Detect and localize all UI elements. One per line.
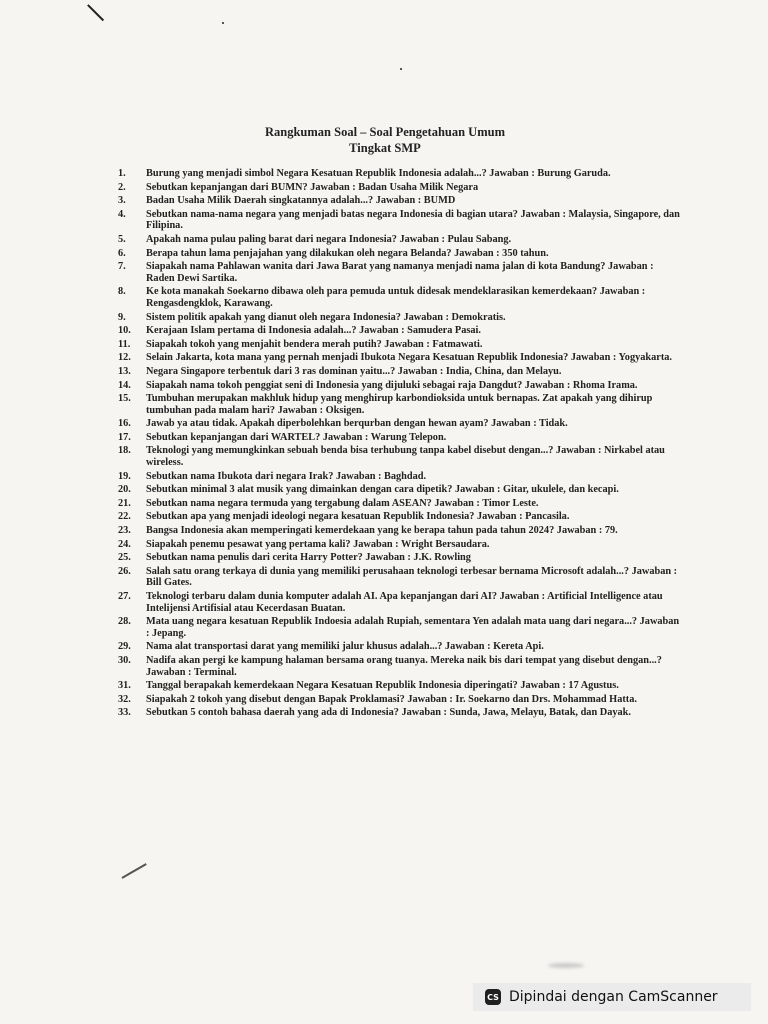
question-number: 2.: [118, 181, 126, 193]
question-item: [118, 234, 680, 246]
question-item: [118, 471, 680, 483]
question-number: 25.: [118, 552, 131, 564]
question-number: 1.: [118, 168, 126, 179]
question-text: Kerajaan Islam pertama di Indonesia adalah...? Jawaban : Samudera Pasai.: [146, 325, 481, 337]
question-number: 9.: [118, 311, 126, 323]
question-number: 30.: [118, 654, 131, 666]
question-item: [118, 511, 680, 523]
question-item: [118, 393, 680, 416]
pen-mark: [122, 863, 147, 878]
question-text: Salah satu orang terkaya di dunia yang memiliki perusahaan teknologi terbesar bernama Microsoft adalah...? Jawaban : Bill Gates.: [146, 565, 678, 589]
question-text: Sebutkan nama-nama negara yang menjadi batas negara Indonesia di bagian utara? Jawaban : Malaysia, Singapore, dan Filipina.: [146, 208, 680, 232]
question-number: 7.: [118, 261, 126, 273]
question-item: [118, 286, 680, 309]
question-list: [118, 168, 680, 721]
question-number: 3.: [118, 195, 126, 207]
question-text: Sebutkan nama penulis dari cerita Harry Potter? Jawaban : J.K. Rowling: [146, 552, 471, 564]
question-number: 29.: [118, 641, 131, 653]
question-number: 23.: [118, 525, 131, 537]
question-item: [118, 352, 680, 364]
question-number: 13.: [118, 365, 131, 377]
question-item: [118, 525, 680, 537]
question-item: [118, 195, 680, 207]
question-number: 32.: [118, 693, 131, 705]
question-text: Sebutkan kepanjangan dari BUMN? Jawaban : Badan Usaha Milik Negara: [146, 181, 479, 193]
question-text: Sistem politik apakah yang dianut oleh negara Indonesia? Jawaban : Demokratis.: [146, 311, 506, 323]
question-text: Berapa tahun lama penjajahan yang dilakukan oleh negara Belanda? Jawaban : 350 tahun.: [146, 247, 549, 259]
question-item: [118, 655, 680, 678]
question-item: [118, 552, 680, 564]
question-number: 4.: [118, 208, 126, 220]
question-text: Bangsa Indonesia akan memperingati kemerdekaan yang ke berapa tahun pada tahun 2024? Jawaban : 79.: [146, 525, 618, 537]
question-item: [118, 566, 680, 589]
question-number: 5.: [118, 233, 126, 245]
question-item: [118, 694, 680, 706]
question-number: 18.: [118, 445, 131, 457]
question-text: Nama alat transportasi darat yang memiliki jalur khusus adalah...? Jawaban : Kereta Api.: [146, 641, 544, 653]
question-item: [118, 182, 680, 194]
question-item: [118, 261, 680, 284]
question-text: Badan Usaha Milik Daerah singkatannya adalah...? Jawaban : BUMD: [146, 195, 456, 207]
question-text: Tumbuhan merupakan makhluk hidup yang menghirup karbondioksida untuk bernapas. Zat apakah yang dihirup tumbuhan pada malam hari? Jawaban : Oksigen.: [146, 393, 653, 416]
question-text: Apakah nama pulau paling barat dari negara Indonesia? Jawaban : Pulau Sabang.: [146, 233, 512, 245]
question-text: Siapakah penemu pesawat yang pertama kali? Jawaban : Wright Bersaudara.: [146, 538, 490, 550]
question-number: 33.: [118, 707, 131, 719]
question-text: Selain Jakarta, kota mana yang pernah menjadi Ibukota Negara Kesatuan Republik Indonesia? Jawaban : Yogyakarta.: [146, 352, 672, 364]
question-text: Nadifa akan pergi ke kampung halaman bersama orang tuanya. Mereka naik bis dari tempat yang disebut dengan...? Jawaban : Terminal.: [146, 654, 662, 678]
question-item: [118, 325, 680, 337]
document-title: Rangkuman Soal – Soal Pengetahuan Umum: [265, 125, 505, 139]
question-text: Jawab ya atau tidak. Apakah diperbolehkan berqurban dengan hewan ayam? Jawaban : Tidak.: [146, 418, 568, 430]
question-text: Siapakah tokoh yang menjahit bendera merah putih? Jawaban : Fatmawati.: [146, 338, 483, 350]
question-number: 21.: [118, 497, 131, 509]
scan-smudge: [548, 963, 584, 968]
camscanner-icon: CS: [485, 989, 501, 1005]
question-number: 14.: [118, 379, 131, 391]
watermark-text: Dipindai dengan CamScanner: [509, 989, 718, 1005]
question-number: 11.: [118, 338, 131, 350]
scan-artifact-dot: [400, 68, 402, 70]
question-text: Sebutkan minimal 3 alat musik yang dimainkan dengan cara dipetik? Jawaban : Gitar, ukulele, dan kecapi.: [146, 484, 619, 496]
question-text: Teknologi terbaru dalam dunia komputer adalah AI. Apa kepanjangan dari AI? Jawaban : Artificial Intelligence atau Intelijensi Artifisial atau Kecerdasan Buatan.: [146, 591, 663, 614]
question-item: [118, 312, 680, 324]
question-text: Mata uang negara kesatuan Republik Indoesia adalah Rupiah, sementara Yen adalah mata uang dari negara...? Jawaban : Jepang.: [146, 616, 680, 639]
question-item: [118, 339, 680, 351]
question-text: Burung yang menjadi simbol Negara Kesatuan Republik Indonesia adalah...? Jawaban : Burung Garuda.: [146, 168, 611, 179]
question-item: [118, 539, 680, 551]
question-item: [118, 380, 680, 392]
scan-artifact-corner: [87, 4, 104, 21]
question-text: Sebutkan 5 contoh bahasa daerah yang ada di Indonesia? Jawaban : Sunda, Jawa, Melayu, Batak, dan Dayak.: [146, 707, 631, 719]
question-text: Tanggal berapakah kemerdekaan Negara Kesatuan Republik Indonesia diperingati? Jawaban : 17 Agustus.: [146, 680, 619, 692]
question-number: 15.: [118, 393, 131, 405]
question-text: Siapakah nama tokoh penggiat seni di Indonesia yang dijuluki sebagai raja Dangdut? Jawaban : Rhoma Irama.: [146, 379, 638, 391]
question-number: 12.: [118, 352, 131, 364]
question-text: Ke kota manakah Soekarno dibawa oleh para pemuda untuk didesak mendeklarasikan kemerdekaan? Jawaban : Rengasdengklok, Karawang.: [146, 286, 646, 309]
question-text: Siapakah 2 tokoh yang disebut dengan Bapak Proklamasi? Jawaban : Ir. Soekarno dan Drs. Mohammad Hatta.: [146, 693, 637, 705]
question-number: 8.: [118, 286, 126, 298]
question-number: 26.: [118, 565, 131, 577]
question-item: [118, 248, 680, 260]
question-number: 22.: [118, 511, 131, 523]
question-item: [118, 498, 680, 510]
question-number: 31.: [118, 680, 131, 692]
question-item: [118, 168, 680, 180]
question-number: 16.: [118, 418, 131, 430]
question-number: 24.: [118, 538, 131, 550]
question-item: [118, 707, 680, 719]
question-item: [118, 418, 680, 430]
question-text: Teknologi yang memungkinkan sebuah benda bisa terhubung tanpa kabel disebut dengan...? Jawaban : Nirkabel atau wireless.: [146, 445, 665, 469]
question-number: 6.: [118, 247, 126, 259]
document-subtitle: Tingkat SMP: [349, 141, 421, 155]
question-number: 19.: [118, 470, 131, 482]
question-number: 28.: [118, 616, 131, 628]
question-text: Siapakah nama Pahlawan wanita dari Jawa Barat yang namanya menjadi nama jalan di kota Bandung? Jawaban : Raden Dewi Sartika.: [146, 261, 654, 284]
question-item: [118, 366, 680, 378]
question-number: 20.: [118, 484, 131, 496]
question-item: [118, 209, 680, 232]
question-item: [118, 680, 680, 692]
question-text: Sebutkan kepanjangan dari WARTEL? Jawaban : Warung Telepon.: [146, 431, 447, 443]
question-item: [118, 445, 680, 468]
question-number: 10.: [118, 325, 131, 337]
question-item: [118, 591, 680, 614]
scan-artifact-dot: [222, 22, 224, 24]
question-text: Sebutkan apa yang menjadi ideologi negara kesatuan Republik Indonesia? Jawaban : Pancasila.: [146, 511, 570, 523]
question-number: 17.: [118, 431, 131, 443]
question-text: Negara Singapore terbentuk dari 3 ras dominan yaitu...? Jawaban : India, China, dan Melayu.: [146, 365, 562, 377]
question-text: Sebutkan nama Ibukota dari negara Irak? Jawaban : Baghdad.: [146, 470, 427, 482]
question-item: [118, 432, 680, 444]
question-number: 27.: [118, 591, 131, 602]
question-item: [118, 641, 680, 653]
camscanner-watermark: [473, 983, 751, 1011]
question-item: [118, 616, 680, 639]
question-item: [118, 484, 680, 496]
question-text: Sebutkan nama negara termuda yang tergabung dalam ASEAN? Jawaban : Timor Leste.: [146, 497, 539, 509]
